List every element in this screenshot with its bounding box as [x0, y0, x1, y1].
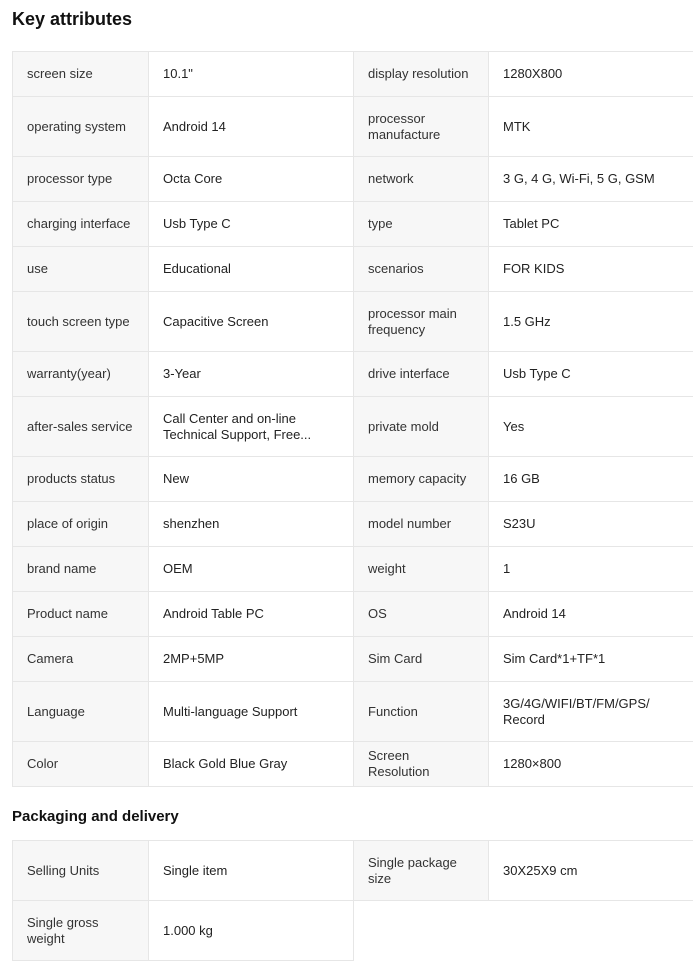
- attribute-value-text: New: [163, 471, 339, 487]
- attribute-label: [13, 742, 149, 787]
- attribute-label: [13, 292, 149, 352]
- attribute-label: [13, 637, 149, 682]
- attribute-label-text: private mold: [368, 419, 474, 435]
- attribute-label: [13, 547, 149, 592]
- attribute-label: [354, 682, 489, 742]
- attribute-value: [489, 637, 693, 682]
- attribute-label-text: type: [368, 216, 474, 232]
- attribute-value-text: Sim Card*1+TF*1: [503, 651, 679, 667]
- attribute-value: [489, 901, 693, 961]
- attribute-label: [13, 52, 149, 97]
- attribute-label: [13, 592, 149, 637]
- attribute-value: [489, 592, 693, 637]
- attribute-label: [13, 397, 149, 457]
- attribute-row: [13, 592, 693, 637]
- attribute-label: [354, 52, 489, 97]
- attribute-label-text: Color: [27, 756, 134, 772]
- attribute-label-text: Function: [368, 704, 474, 720]
- attribute-value: [149, 502, 354, 547]
- attribute-value: [149, 157, 354, 202]
- attribute-value-text: 30X25X9 cm: [503, 863, 679, 879]
- attribute-label: [13, 97, 149, 157]
- attribute-label-text: network: [368, 171, 474, 187]
- attribute-label-text: Sim Card: [368, 651, 474, 667]
- attribute-value: [489, 352, 693, 397]
- attribute-label-text: Language: [27, 704, 134, 720]
- attribute-value-text: Call Center and on-line Technical Support, Free...: [163, 411, 339, 443]
- attribute-row: [13, 547, 693, 592]
- attribute-label: [354, 202, 489, 247]
- attribute-value-text: Android Table PC: [163, 606, 339, 622]
- attribute-label-text: OS: [368, 606, 474, 622]
- attribute-value: [489, 52, 693, 97]
- attribute-label-text: use: [27, 261, 134, 277]
- attribute-label: [354, 841, 489, 901]
- attribute-value: [149, 247, 354, 292]
- attribute-value-text: 16 GB: [503, 471, 679, 487]
- attribute-value-text: Black Gold Blue Gray: [163, 756, 339, 772]
- attribute-row: [13, 502, 693, 547]
- attribute-value: [149, 637, 354, 682]
- attribute-label: [13, 352, 149, 397]
- attribute-value-text: 1280×800: [503, 756, 679, 772]
- attribute-value: [149, 292, 354, 352]
- attribute-label-text: Single gross weight: [27, 915, 134, 947]
- attribute-row: [13, 397, 693, 457]
- attribute-value-text: 1.000 kg: [163, 923, 339, 939]
- attribute-value: [489, 292, 693, 352]
- attribute-row: [13, 457, 693, 502]
- attribute-value-text: Usb Type C: [163, 216, 339, 232]
- attribute-row: [13, 901, 693, 961]
- attribute-label-text: operating system: [27, 119, 134, 135]
- attribute-label: [13, 457, 149, 502]
- attribute-label: [13, 247, 149, 292]
- attribute-value: [489, 502, 693, 547]
- attribute-label: [354, 592, 489, 637]
- attribute-label: [13, 502, 149, 547]
- attribute-label: [354, 901, 489, 961]
- attribute-label-text: place of origin: [27, 516, 134, 532]
- attribute-label-text: Camera: [27, 651, 134, 667]
- attribute-row: [13, 637, 693, 682]
- attribute-label: [13, 682, 149, 742]
- attribute-row: [13, 157, 693, 202]
- attribute-value-text: MTK: [503, 119, 679, 135]
- attribute-value: [489, 742, 693, 787]
- attribute-label: [354, 547, 489, 592]
- attribute-label-text: memory capacity: [368, 471, 474, 487]
- attribute-value: [489, 247, 693, 292]
- attribute-row: [13, 247, 693, 292]
- attribute-label-text: Selling Units: [27, 863, 134, 879]
- attribute-value: [149, 397, 354, 457]
- attribute-label: [13, 841, 149, 901]
- attribute-value: [149, 352, 354, 397]
- attribute-label-text: screen size: [27, 66, 134, 82]
- attribute-value: [489, 397, 693, 457]
- attribute-value: [489, 457, 693, 502]
- attribute-label-text: processor manufacture: [368, 111, 474, 143]
- attribute-row: [13, 97, 693, 157]
- attribute-value: [149, 682, 354, 742]
- key-attributes-heading: Key attributes: [12, 9, 132, 30]
- attribute-value: [149, 547, 354, 592]
- attribute-label: [13, 202, 149, 247]
- attribute-value: [489, 682, 693, 742]
- attribute-value-text: Multi-language Support: [163, 704, 339, 720]
- attribute-value-text: Single item: [163, 863, 339, 879]
- attribute-label: [354, 292, 489, 352]
- attribute-label-text: charging interface: [27, 216, 134, 232]
- attribute-value-text: 1280X800: [503, 66, 679, 82]
- attribute-label-text: Single package size: [368, 855, 474, 887]
- attribute-row: [13, 52, 693, 97]
- attribute-value-text: Tablet PC: [503, 216, 679, 232]
- attribute-row: [13, 292, 693, 352]
- attribute-label: [354, 397, 489, 457]
- packaging-table: [12, 840, 693, 961]
- attribute-row: [13, 841, 693, 901]
- attribute-label-text: Screen Resolution: [368, 748, 474, 780]
- attribute-value-text: 1: [503, 561, 679, 577]
- attribute-label: [13, 901, 149, 961]
- attribute-label-text: processor type: [27, 171, 134, 187]
- attribute-label: [354, 247, 489, 292]
- key-attributes-table: [12, 51, 693, 787]
- attribute-label-text: drive interface: [368, 366, 474, 382]
- attribute-value-text: Android 14: [503, 606, 679, 622]
- attribute-row: [13, 742, 693, 787]
- attribute-label: [354, 637, 489, 682]
- attribute-row: [13, 202, 693, 247]
- attribute-value: [489, 841, 693, 901]
- attribute-value-text: Android 14: [163, 119, 339, 135]
- attribute-row: [13, 352, 693, 397]
- attribute-value-text: S23U: [503, 516, 679, 532]
- attribute-label-text: model number: [368, 516, 474, 532]
- attribute-value: [489, 157, 693, 202]
- attribute-label: [13, 157, 149, 202]
- attribute-value-text: 2MP+5MP: [163, 651, 339, 667]
- attribute-value: [149, 742, 354, 787]
- attribute-value-text: Yes: [503, 419, 679, 435]
- attribute-value: [149, 52, 354, 97]
- attribute-value-text: 3G/4G/WIFI/BT/FM/GPS/ Record: [503, 696, 679, 728]
- attribute-label-text: warranty(year): [27, 366, 134, 382]
- attribute-value-text: Usb Type C: [503, 366, 679, 382]
- attribute-label-text: processor main frequency: [368, 306, 474, 338]
- attribute-value-text: Educational: [163, 261, 339, 277]
- attribute-value: [149, 901, 354, 961]
- packaging-heading: Packaging and delivery: [12, 808, 179, 825]
- attribute-label-text: scenarios: [368, 261, 474, 277]
- attribute-value: [489, 202, 693, 247]
- attribute-value: [489, 97, 693, 157]
- attribute-value: [489, 547, 693, 592]
- attribute-value: [149, 457, 354, 502]
- attribute-value-text: Octa Core: [163, 171, 339, 187]
- attribute-value-text: Capacitive Screen: [163, 314, 339, 330]
- attribute-label: [354, 352, 489, 397]
- attribute-label-text: Product name: [27, 606, 134, 622]
- attribute-label-text: after-sales service: [27, 419, 134, 435]
- attribute-value-text: 3-Year: [163, 366, 339, 382]
- attribute-value: [149, 592, 354, 637]
- attribute-value-text: OEM: [163, 561, 339, 577]
- attribute-value: [149, 202, 354, 247]
- attribute-label: [354, 157, 489, 202]
- attribute-label-text: weight: [368, 561, 474, 577]
- attribute-value-text: 1.5 GHz: [503, 314, 679, 330]
- attribute-label-text: products status: [27, 471, 134, 487]
- attribute-label-text: touch screen type: [27, 314, 134, 330]
- attribute-value-text: 10.1": [163, 66, 339, 82]
- attribute-value-text: FOR KIDS: [503, 261, 679, 277]
- attribute-label-text: display resolution: [368, 66, 474, 82]
- attribute-label: [354, 97, 489, 157]
- attribute-value: [149, 841, 354, 901]
- attribute-label: [354, 742, 489, 787]
- attribute-label-text: brand name: [27, 561, 134, 577]
- attribute-value-text: 3 G, 4 G, Wi-Fi, 5 G, GSM: [503, 171, 679, 187]
- attribute-label: [354, 457, 489, 502]
- attribute-row: [13, 682, 693, 742]
- attribute-label: [354, 502, 489, 547]
- attribute-value: [149, 97, 354, 157]
- attribute-value-text: shenzhen: [163, 516, 339, 532]
